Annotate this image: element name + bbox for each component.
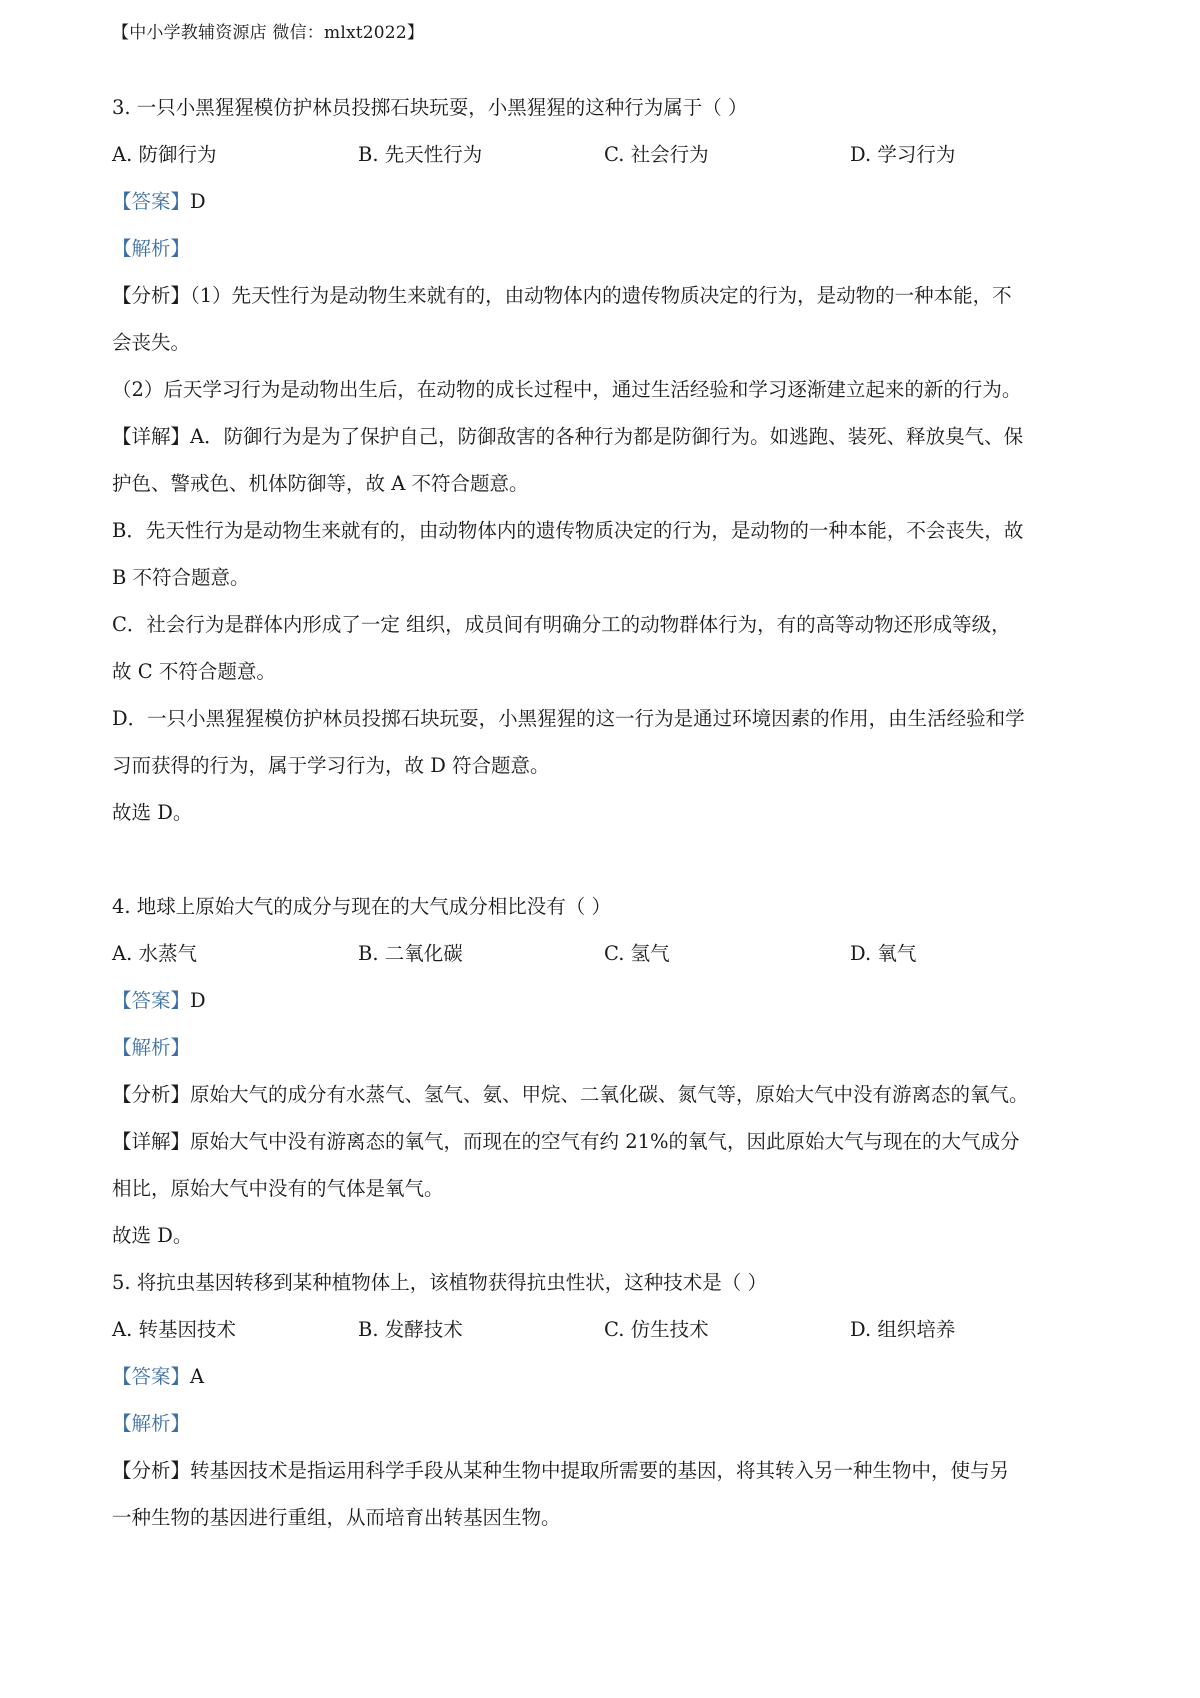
fenxi-label: 【分析】 xyxy=(112,1459,191,1482)
question-3-answer xyxy=(112,190,1102,237)
option-b: B. 先天性行为 xyxy=(358,143,483,166)
question-3-fenxi-1a xyxy=(112,284,1102,331)
question-3-options xyxy=(112,143,1102,190)
fenxi-label: 【分析】 xyxy=(112,1083,191,1106)
detail-text: A．防御行为是为了保护自己，防御敌害的各种行为都是防御行为。如逃跑、装死、释放臭气、保 xyxy=(190,425,1024,448)
spacer xyxy=(112,848,1102,895)
option-d: D. 组织培养 xyxy=(850,1318,956,1341)
question-3-stem: 3. 一只小黑猩猩模仿护林员投掷石块玩耍，小黑猩猩的这种行为属于（ ） xyxy=(112,96,748,119)
detail-text: 原始大气中没有游离态的氧气，而现在的空气有约 21%的氧气，因此原始大气与现在的大气成分 xyxy=(190,1130,1020,1153)
option-c: C. 社会行为 xyxy=(604,143,709,166)
question-4-detail-2: 相比，原始大气中没有的气体是氧气。 xyxy=(112,1177,444,1200)
option-c: C. 仿生技术 xyxy=(604,1318,709,1341)
option-d: D. 学习行为 xyxy=(850,143,956,166)
option-d: D. 氧气 xyxy=(850,942,917,965)
question-4-detail-1 xyxy=(112,1130,1102,1177)
question-3-detail-c1: C．社会行为是群体内形成了一定 组织，成员间有明确分工的动物群体行为，有的高等动物还形成等级， xyxy=(112,613,1011,636)
question-4-stem: 4. 地球上原始大气的成分与现在的大气成分相比没有（ ） xyxy=(112,895,612,918)
xiangjie-label: 【详解】 xyxy=(112,425,191,448)
option-b: B. 发酵技术 xyxy=(358,1318,463,1341)
question-3-detail-d1: D．一只小黑猩猩模仿护林员投掷石块玩耍，小黑猩猩的这一行为是通过环境因素的作用，由生活经验和学 xyxy=(112,707,1025,730)
answer-label: 【答案】 xyxy=(112,190,191,213)
question-3-fenxi-2: （2）后天学习行为是动物出生后，在动物的成长过程中，通过生活经验和学习逐渐建立起来的新的行为。 xyxy=(112,378,1022,401)
fenxi-label: 【分析】 xyxy=(112,284,191,307)
option-a: A. 防御行为 xyxy=(112,143,217,166)
question-5-fenxi-1 xyxy=(112,1459,1102,1506)
question-4-options xyxy=(112,942,1102,989)
question-3-analysis-label: 【解析】 xyxy=(112,237,191,260)
fenxi-text: 原始大气的成分有水蒸气、氢气、氨、甲烷、二氧化碳、氮气等，原始大气中没有游离态的氧气。 xyxy=(190,1083,1029,1106)
option-b: B. 二氧化碳 xyxy=(358,942,463,965)
question-3-detail-a2: 护色、警戒色、机体防御等，故 A 不符合题意。 xyxy=(112,472,529,495)
answer-value: D xyxy=(190,190,206,213)
question-3-detail-c2: 故 C 不符合题意。 xyxy=(112,660,276,683)
question-4-answer xyxy=(112,989,1102,1036)
fenxi-text: 转基因技术是指运用科学手段从某种生物中提取所需要的基因，将其转入另一种生物中，使与另 xyxy=(190,1459,1010,1482)
question-3-detail-b2: B 不符合题意。 xyxy=(112,566,250,589)
question-3-detail-d2: 习而获得的行为，属于学习行为，故 D 符合题意。 xyxy=(112,754,550,777)
answer-value: A xyxy=(190,1365,205,1388)
question-3-fenxi-1b: 会丧失。 xyxy=(112,331,191,354)
question-3-conclusion: 故选 D。 xyxy=(112,801,193,824)
question-5-fenxi-2: 一种生物的基因进行重组，从而培育出转基因生物。 xyxy=(112,1506,561,1529)
question-3-detail-b1: B．先天性行为是动物生来就有的，由动物体内的遗传物质决定的行为，是动物的一种本能，不会丧失，故 xyxy=(112,519,1024,542)
question-4-analysis-label: 【解析】 xyxy=(112,1036,191,1059)
option-a: A. 转基因技术 xyxy=(112,1318,236,1341)
option-a: A. 水蒸气 xyxy=(112,942,197,965)
answer-label: 【答案】 xyxy=(112,1365,191,1388)
document-body xyxy=(112,96,1102,1553)
answer-label: 【答案】 xyxy=(112,989,191,1012)
fenxi-text: （1）先天性行为是动物生来就有的，由动物体内的遗传物质决定的行为，是动物的一种本能，不 xyxy=(190,284,1012,307)
question-4-conclusion: 故选 D。 xyxy=(112,1224,193,1247)
question-5-stem: 5. 将抗虫基因转移到某种植物体上，该植物获得抗虫性状，这种技术是（ ） xyxy=(112,1271,768,1294)
option-c: C. 氢气 xyxy=(604,942,670,965)
xiangjie-label: 【详解】 xyxy=(112,1130,191,1153)
question-5-analysis-label: 【解析】 xyxy=(112,1412,191,1435)
question-3-detail-a1 xyxy=(112,425,1102,472)
answer-value: D xyxy=(190,989,206,1012)
question-5-options xyxy=(112,1318,1102,1365)
question-4-fenxi xyxy=(112,1083,1102,1130)
resource-header: 【中小学教辅资源店 微信：mlxt2022】 xyxy=(112,23,425,43)
question-5-answer xyxy=(112,1365,1102,1412)
